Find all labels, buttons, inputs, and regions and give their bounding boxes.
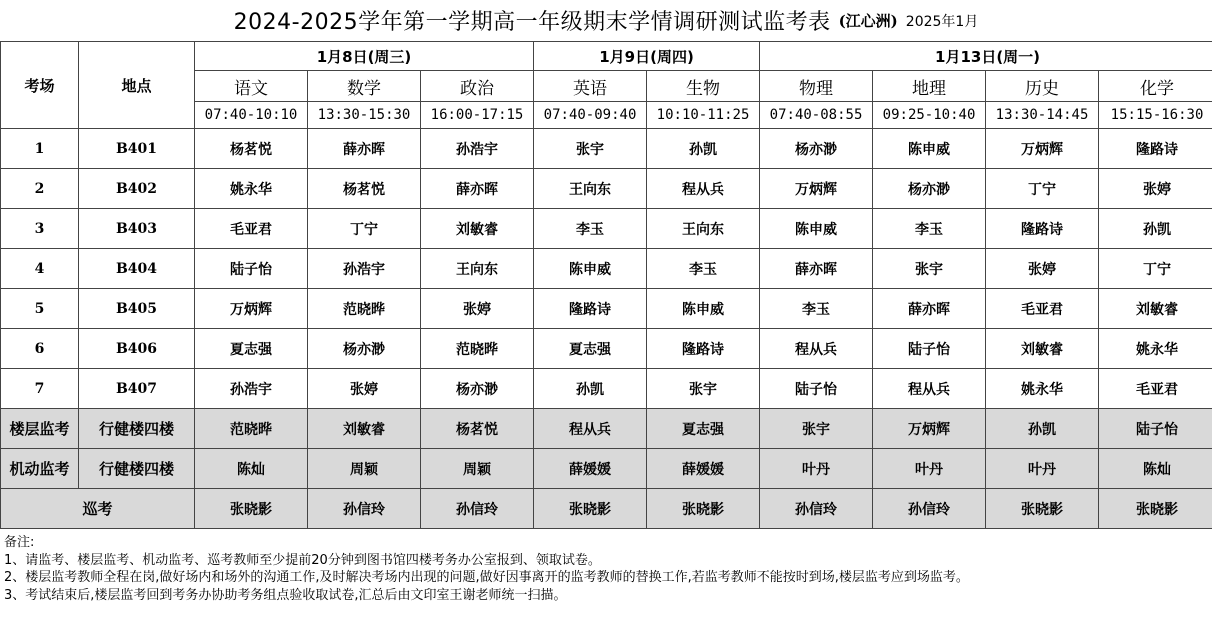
proctor-cell: 隆路诗 xyxy=(986,209,1099,249)
proctor-cell: 隆路诗 xyxy=(534,289,647,329)
room-location: B404 xyxy=(79,249,195,289)
proctor-cell: 杨亦渺 xyxy=(760,129,873,169)
proctor-cell: 张晓影 xyxy=(647,489,760,529)
room-location: B405 xyxy=(79,289,195,329)
proctor-cell: 孙凯 xyxy=(1099,209,1212,249)
proctor-cell: 陆子怡 xyxy=(760,369,873,409)
proctor-cell: 杨茗悦 xyxy=(421,409,534,449)
mobile-row xyxy=(1,449,1212,489)
room-number: 4 xyxy=(1,249,79,289)
proctor-cell: 丁宁 xyxy=(1099,249,1212,289)
proctor-cell: 孙凯 xyxy=(647,129,760,169)
proctor-cell: 刘敏睿 xyxy=(986,329,1099,369)
table-row xyxy=(1,129,1212,169)
proctor-cell: 范晓晔 xyxy=(421,329,534,369)
time-header: 07:40-10:10 xyxy=(195,102,308,129)
proctor-cell: 丁宁 xyxy=(986,169,1099,209)
notes xyxy=(4,534,1208,604)
time-header: 10:10-11:25 xyxy=(647,102,760,129)
subject-header: 地理 xyxy=(873,71,986,102)
table-row xyxy=(1,329,1212,369)
patrol-row xyxy=(1,489,1212,529)
proctor-cell: 刘敏睿 xyxy=(421,209,534,249)
table-row xyxy=(1,369,1212,409)
proctor-cell: 王向东 xyxy=(534,169,647,209)
location-header: 地点 xyxy=(79,42,195,129)
proctor-cell: 张婷 xyxy=(308,369,421,409)
proctor-cell: 程从兵 xyxy=(647,169,760,209)
day-header: 1月13日(周一) xyxy=(760,42,1212,71)
header-date-row xyxy=(1,42,1212,71)
table-row xyxy=(1,209,1212,249)
proctor-cell: 陆子怡 xyxy=(873,329,986,369)
proctor-cell: 万炳辉 xyxy=(986,129,1099,169)
room-location: B403 xyxy=(79,209,195,249)
day-header: 1月9日(周四) xyxy=(534,42,760,71)
patrol-label: 巡考 xyxy=(1,489,195,529)
time-header: 07:40-08:55 xyxy=(760,102,873,129)
proctor-cell: 杨亦渺 xyxy=(421,369,534,409)
subject-header: 化学 xyxy=(1099,71,1212,102)
schedule-table xyxy=(0,41,1212,529)
time-header: 13:30-14:45 xyxy=(986,102,1099,129)
proctor-cell: 陈灿 xyxy=(1099,449,1212,489)
proctor-cell: 孙信玲 xyxy=(873,489,986,529)
note-item: 2、楼层监考教师全程在岗,做好场内和场外的沟通工作,及时解决考场内出现的问题,做好因事离开的监考教师的替换工作,若监考教师不能按时到场,楼层监考应到场监考。 xyxy=(4,570,969,585)
proctor-cell: 周颖 xyxy=(308,449,421,489)
floor-location: 行健楼四楼 xyxy=(79,409,195,449)
campus-label: (江心洲) xyxy=(838,12,898,30)
subject-header: 数学 xyxy=(308,71,421,102)
room-header: 考场 xyxy=(1,42,79,129)
proctor-cell: 张婷 xyxy=(986,249,1099,289)
proctor-cell: 杨亦渺 xyxy=(873,169,986,209)
proctor-cell: 薛媛媛 xyxy=(647,449,760,489)
mobile-location: 行健楼四楼 xyxy=(79,449,195,489)
proctor-cell: 毛亚君 xyxy=(986,289,1099,329)
proctor-cell: 陆子怡 xyxy=(1099,409,1212,449)
proctor-cell: 孙信玲 xyxy=(308,489,421,529)
proctor-cell: 周颖 xyxy=(421,449,534,489)
proctor-cell: 隆路诗 xyxy=(647,329,760,369)
page-title: 2024-2025学年第一学期高一年级期末学情调研测试监考表 xyxy=(233,10,831,35)
notes-heading: 备注: xyxy=(4,535,35,550)
proctor-cell: 陈灿 xyxy=(195,449,308,489)
proctor-cell: 张晓影 xyxy=(1099,489,1212,529)
proctor-cell: 陈申威 xyxy=(647,289,760,329)
note-item: 1、请监考、楼层监考、机动监考、巡考教师至少提前20分钟到图书馆四楼考务办公室报到、领取试卷。 xyxy=(4,552,601,568)
proctor-cell: 毛亚君 xyxy=(1099,369,1212,409)
proctor-cell: 李玉 xyxy=(760,289,873,329)
time-header: 13:30-15:30 xyxy=(308,102,421,129)
subject-header: 物理 xyxy=(760,71,873,102)
floor-label: 楼层监考 xyxy=(1,409,79,449)
proctor-cell: 毛亚君 xyxy=(195,209,308,249)
proctor-cell: 孙浩宇 xyxy=(421,129,534,169)
proctor-cell: 李玉 xyxy=(873,209,986,249)
title-bar xyxy=(0,0,1212,41)
subject-header: 生物 xyxy=(647,71,760,102)
proctor-cell: 程从兵 xyxy=(534,409,647,449)
proctor-cell: 叶丹 xyxy=(873,449,986,489)
proctor-cell: 薛亦晖 xyxy=(421,169,534,209)
subject-header: 历史 xyxy=(986,71,1099,102)
room-location: B406 xyxy=(79,329,195,369)
proctor-cell: 叶丹 xyxy=(760,449,873,489)
proctor-cell: 陈申威 xyxy=(760,209,873,249)
room-number: 6 xyxy=(1,329,79,369)
proctor-cell: 杨茗悦 xyxy=(195,129,308,169)
room-location: B402 xyxy=(79,169,195,209)
proctor-cell: 张晓影 xyxy=(534,489,647,529)
room-number: 5 xyxy=(1,289,79,329)
proctor-cell: 姚永华 xyxy=(195,169,308,209)
proctor-cell: 隆路诗 xyxy=(1099,129,1212,169)
table-row xyxy=(1,289,1212,329)
proctor-cell: 范晓晔 xyxy=(195,409,308,449)
room-number: 2 xyxy=(1,169,79,209)
proctor-cell: 李玉 xyxy=(647,249,760,289)
proctor-cell: 张宇 xyxy=(647,369,760,409)
date-label: 2025年1月 xyxy=(905,13,979,30)
proctor-cell: 孙信玲 xyxy=(760,489,873,529)
day-header: 1月8日(周三) xyxy=(195,42,534,71)
proctor-cell: 杨亦渺 xyxy=(308,329,421,369)
proctor-cell: 张晓影 xyxy=(986,489,1099,529)
proctor-cell: 薛亦晖 xyxy=(760,249,873,289)
subject-header: 语文 xyxy=(195,71,308,102)
proctor-cell: 叶丹 xyxy=(986,449,1099,489)
proctor-cell: 薛媛媛 xyxy=(534,449,647,489)
subject-header: 英语 xyxy=(534,71,647,102)
proctor-cell: 张婷 xyxy=(1099,169,1212,209)
proctor-cell: 张晓影 xyxy=(195,489,308,529)
proctor-cell: 张宇 xyxy=(760,409,873,449)
proctor-cell: 薛亦晖 xyxy=(308,129,421,169)
time-header: 15:15-16:30 xyxy=(1099,102,1212,129)
proctor-cell: 陆子怡 xyxy=(195,249,308,289)
proctor-cell: 王向东 xyxy=(421,249,534,289)
proctor-cell: 陈申威 xyxy=(534,249,647,289)
proctor-cell: 姚永华 xyxy=(986,369,1099,409)
proctor-cell: 夏志强 xyxy=(195,329,308,369)
time-header: 07:40-09:40 xyxy=(534,102,647,129)
table-row xyxy=(1,169,1212,209)
proctor-cell: 孙浩宇 xyxy=(195,369,308,409)
proctor-cell: 张婷 xyxy=(421,289,534,329)
proctor-cell: 陈申威 xyxy=(873,129,986,169)
proctor-cell: 张宇 xyxy=(873,249,986,289)
room-number: 1 xyxy=(1,129,79,169)
proctor-cell: 王向东 xyxy=(647,209,760,249)
proctor-cell: 夏志强 xyxy=(534,329,647,369)
note-item: 3、考试结束后,楼层监考回到考务办协助考务组点验收取试卷,汇总后由文印室王谢老师统一扫描。 xyxy=(4,587,567,603)
proctor-cell: 张宇 xyxy=(534,129,647,169)
proctor-cell: 孙信玲 xyxy=(421,489,534,529)
room-location: B407 xyxy=(79,369,195,409)
room-number: 3 xyxy=(1,209,79,249)
proctor-cell: 万炳辉 xyxy=(760,169,873,209)
proctor-cell: 杨茗悦 xyxy=(308,169,421,209)
table-row xyxy=(1,249,1212,289)
proctor-cell: 孙凯 xyxy=(986,409,1099,449)
proctor-cell: 刘敏睿 xyxy=(308,409,421,449)
proctor-cell: 孙浩宇 xyxy=(308,249,421,289)
floor-row xyxy=(1,409,1212,449)
room-location: B401 xyxy=(79,129,195,169)
room-number: 7 xyxy=(1,369,79,409)
mobile-label: 机动监考 xyxy=(1,449,79,489)
proctor-cell: 万炳辉 xyxy=(195,289,308,329)
subject-header: 政治 xyxy=(421,71,534,102)
time-header: 16:00-17:15 xyxy=(421,102,534,129)
proctor-cell: 刘敏睿 xyxy=(1099,289,1212,329)
proctor-cell: 姚永华 xyxy=(1099,329,1212,369)
proctor-cell: 万炳辉 xyxy=(873,409,986,449)
proctor-cell: 丁宁 xyxy=(308,209,421,249)
proctor-cell: 程从兵 xyxy=(873,369,986,409)
proctor-cell: 李玉 xyxy=(534,209,647,249)
proctor-cell: 程从兵 xyxy=(760,329,873,369)
proctor-cell: 范晓晔 xyxy=(308,289,421,329)
time-header: 09:25-10:40 xyxy=(873,102,986,129)
proctor-cell: 薛亦晖 xyxy=(873,289,986,329)
proctor-cell: 孙凯 xyxy=(534,369,647,409)
proctor-cell: 夏志强 xyxy=(647,409,760,449)
